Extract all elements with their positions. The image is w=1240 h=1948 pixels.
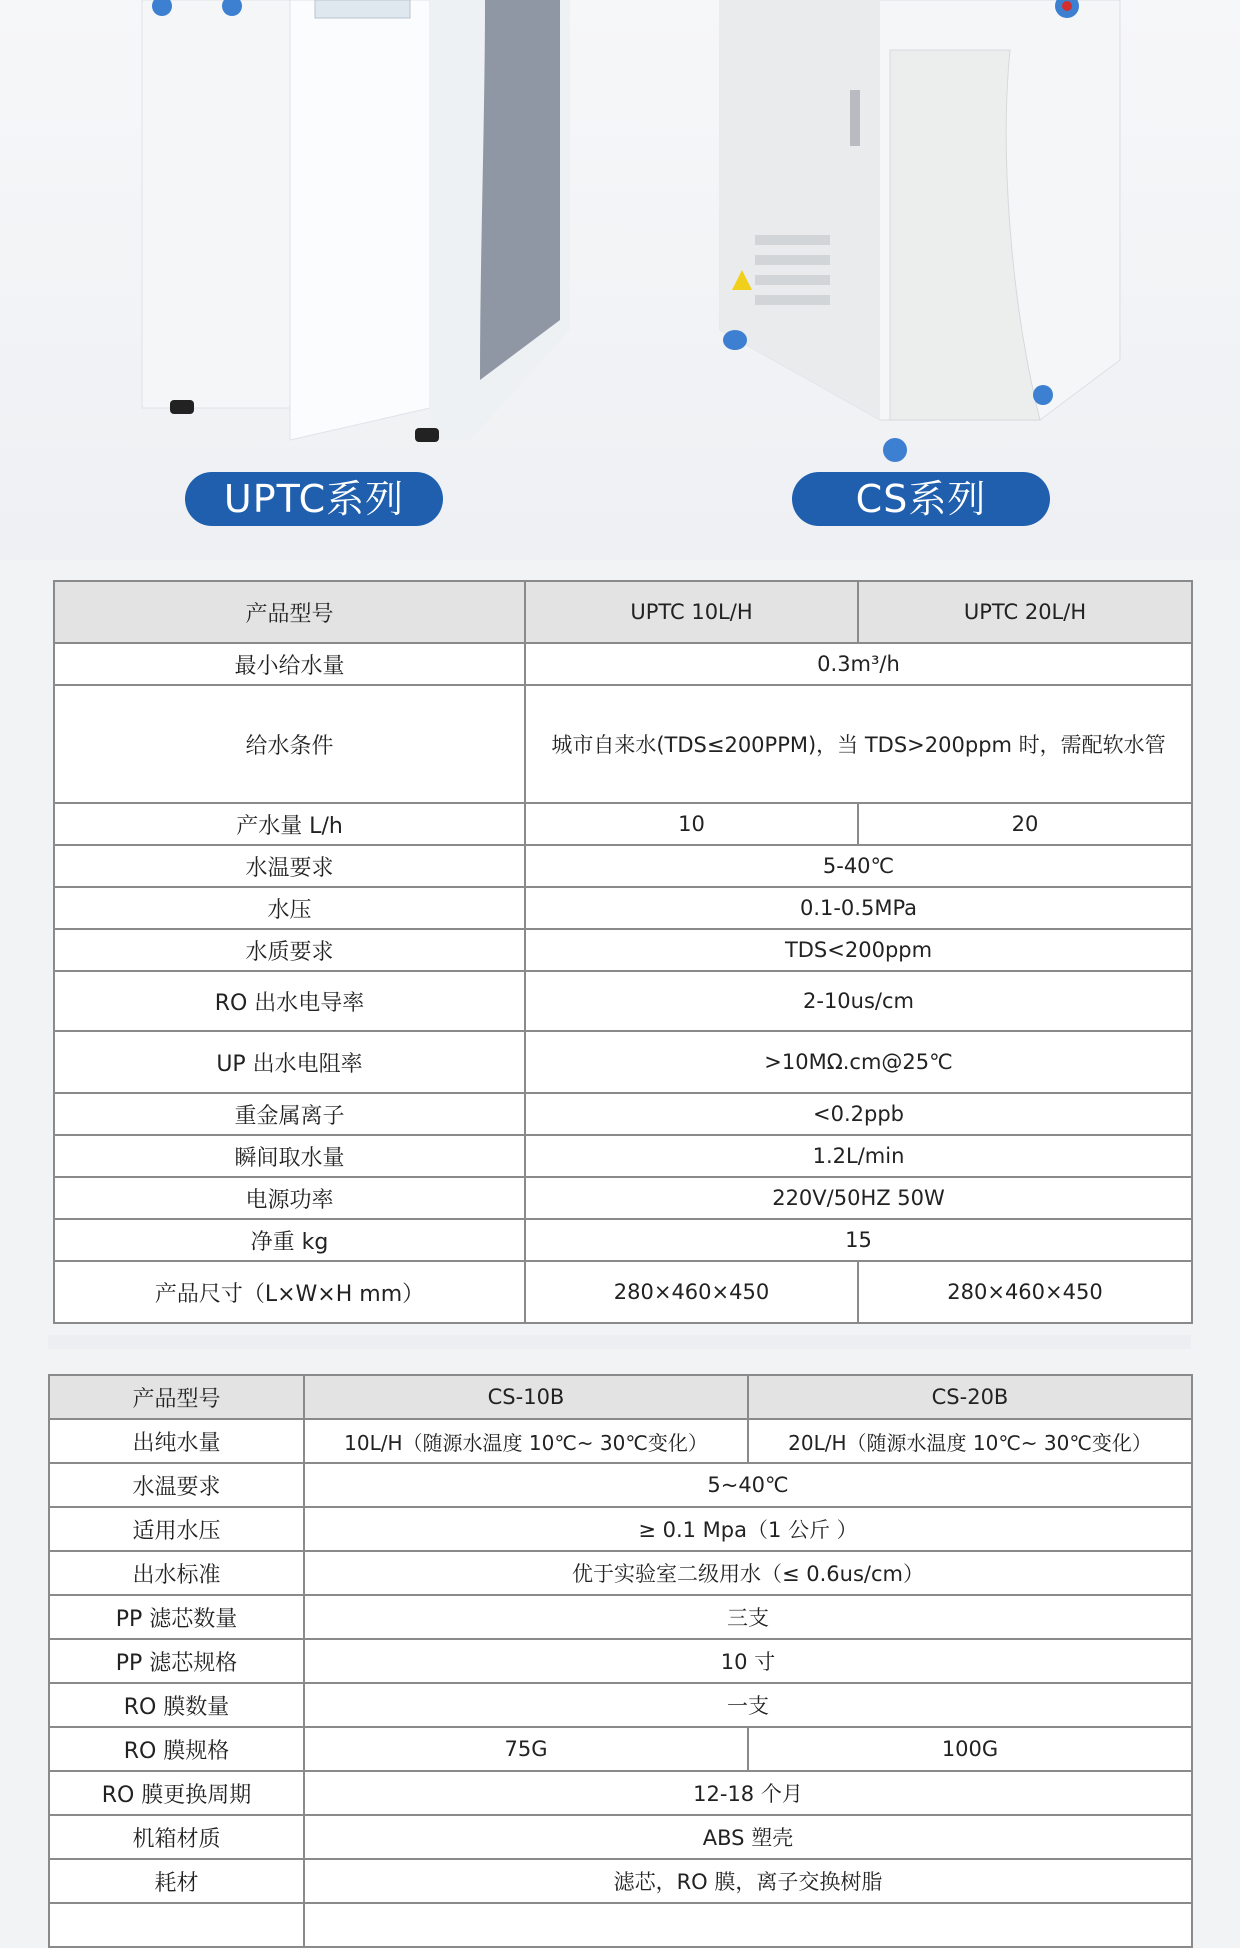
header-label: 产品型号 (49, 1375, 304, 1419)
row-label: 适用水压 (49, 1507, 304, 1551)
table-row (49, 1507, 1192, 1551)
row-value: 三支 (304, 1595, 1192, 1639)
row-value: 220V/50HZ 50W (525, 1177, 1192, 1219)
cs-series-badge: CS系列 (792, 472, 1050, 526)
table-row (54, 685, 1192, 803)
row-label: RO 膜数量 (49, 1683, 304, 1727)
row-label: RO 出水电导率 (54, 971, 525, 1031)
row-value: 5-40℃ (525, 845, 1192, 887)
cs-machine-image (710, 0, 1130, 470)
row-value: 0.3m³/h (525, 643, 1192, 685)
row-label: 机箱材质 (49, 1815, 304, 1859)
table-row (54, 929, 1192, 971)
row-value: 5~40℃ (304, 1463, 1192, 1507)
row-value-b: 20L/H（随源水温度 10℃~ 30℃变化） (748, 1419, 1192, 1463)
table-row (49, 1639, 1192, 1683)
row-value: ≥ 0.1 Mpa（1 公斤 ） (304, 1507, 1192, 1551)
table-row (54, 887, 1192, 929)
table-row (49, 1815, 1192, 1859)
row-label: 电源功率 (54, 1177, 525, 1219)
header-label: 产品型号 (54, 581, 525, 643)
row-value-b: 280×460×450 (858, 1261, 1192, 1323)
table-row (49, 1727, 1192, 1771)
row-value-a: 10 (525, 803, 858, 845)
table-row (54, 1093, 1192, 1135)
row-value-a: 75G (304, 1727, 748, 1771)
product-hero (0, 0, 1240, 560)
table-row (54, 1219, 1192, 1261)
section-divider (48, 1335, 1191, 1349)
table-row (54, 803, 1192, 845)
row-label: 产水量 L/h (54, 803, 525, 845)
table-row (54, 971, 1192, 1031)
header-model-a: CS-10B (304, 1375, 748, 1419)
row-label: PP 滤芯规格 (49, 1639, 304, 1683)
row-label: 出水标准 (49, 1551, 304, 1595)
row-label: RO 膜规格 (49, 1727, 304, 1771)
table-row (49, 1463, 1192, 1507)
table-header-row (54, 581, 1192, 643)
row-label: 重金属离子 (54, 1093, 525, 1135)
table-row (54, 1031, 1192, 1093)
table-row-partial (49, 1903, 1192, 1947)
table-row (54, 643, 1192, 685)
header-model-b: CS-20B (748, 1375, 1192, 1419)
table-row (49, 1419, 1192, 1463)
row-value: ABS 塑壳 (304, 1815, 1192, 1859)
row-value: 12-18 个月 (304, 1771, 1192, 1815)
row-value-a: 10L/H（随源水温度 10℃~ 30℃变化） (304, 1419, 748, 1463)
table-header-row (49, 1375, 1192, 1419)
row-value: 城市自来水(TDS≤200PPM)，当 TDS>200ppm 时，需配软水管 (525, 685, 1192, 803)
row-value: >10MΩ.cm@25℃ (525, 1031, 1192, 1093)
row-value: <0.2ppb (525, 1093, 1192, 1135)
table-row (49, 1859, 1192, 1903)
row-value-b: 100G (748, 1727, 1192, 1771)
row-label: 产品尺寸（L×W×H mm） (54, 1261, 525, 1323)
row-value: 1.2L/min (525, 1135, 1192, 1177)
row-label: RO 膜更换周期 (49, 1771, 304, 1815)
uptc-machine-image (140, 0, 580, 450)
row-label: 水质要求 (54, 929, 525, 971)
row-label: 耗材 (49, 1859, 304, 1903)
table-row (49, 1595, 1192, 1639)
row-value: 一支 (304, 1683, 1192, 1727)
table-row (49, 1683, 1192, 1727)
uptc-spec-table (53, 580, 1193, 1324)
row-label: 给水条件 (54, 685, 525, 803)
row-value: 0.1-0.5MPa (525, 887, 1192, 929)
row-value: 10 寸 (304, 1639, 1192, 1683)
row-label: 瞬间取水量 (54, 1135, 525, 1177)
row-label: PP 滤芯数量 (49, 1595, 304, 1639)
row-value: TDS<200ppm (525, 929, 1192, 971)
header-model-a: UPTC 10L/H (525, 581, 858, 643)
row-value-b: 20 (858, 803, 1192, 845)
row-value: 优于实验室二级用水（≤ 0.6us/cm） (304, 1551, 1192, 1595)
cs-spec-table (48, 1374, 1193, 1948)
row-value-a: 280×460×450 (525, 1261, 858, 1323)
row-value: 2-10us/cm (525, 971, 1192, 1031)
table-row (49, 1771, 1192, 1815)
header-model-b: UPTC 20L/H (858, 581, 1192, 643)
table-row (49, 1551, 1192, 1595)
row-label: UP 出水电阻率 (54, 1031, 525, 1093)
table-row (54, 1177, 1192, 1219)
uptc-series-badge: UPTC系列 (185, 472, 443, 526)
row-label: 净重 kg (54, 1219, 525, 1261)
row-label: 出纯水量 (49, 1419, 304, 1463)
table-row (54, 1135, 1192, 1177)
row-label: 水压 (54, 887, 525, 929)
row-label: 水温要求 (49, 1463, 304, 1507)
table-row (54, 845, 1192, 887)
table-row (54, 1261, 1192, 1323)
row-value: 15 (525, 1219, 1192, 1261)
row-value: 滤芯，RO 膜，离子交换树脂 (304, 1859, 1192, 1903)
row-label: 水温要求 (54, 845, 525, 887)
row-label: 最小给水量 (54, 643, 525, 685)
